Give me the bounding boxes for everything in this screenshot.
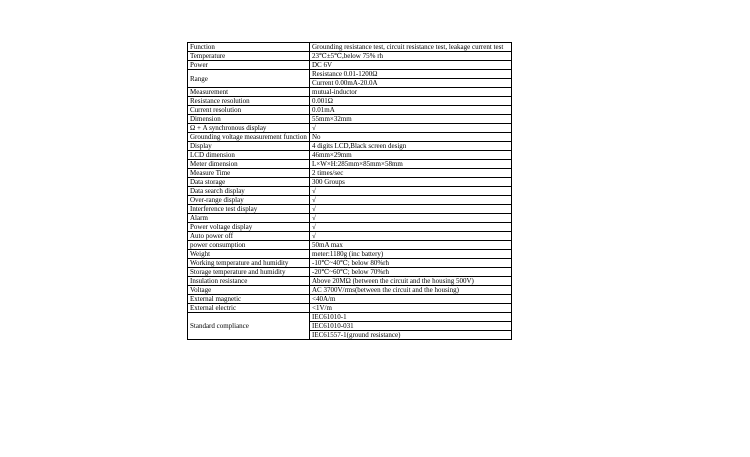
table-row: [188, 124, 512, 133]
table-row: [188, 196, 512, 205]
spec-label-cell: Temperature: [188, 52, 310, 61]
table-row: [188, 241, 512, 250]
spec-label-cell: Voltage: [188, 286, 310, 295]
spec-value-cell: √: [310, 187, 512, 196]
table-row: [188, 205, 512, 214]
spec-value-cell: <40A/m: [310, 295, 512, 304]
table-row: [188, 259, 512, 268]
spec-value-cell: -10℃~40℃; below 80%rh: [310, 259, 512, 268]
spec-label-cell: Measurement: [188, 88, 310, 97]
spec-value-cell: No: [310, 133, 512, 142]
spec-value-cell: √: [310, 232, 512, 241]
spec-value-cell: meter:1180g (inc battery): [310, 250, 512, 259]
spec-label-cell: Weight: [188, 250, 310, 259]
spec-label-cell: Working temperature and humidity: [188, 259, 310, 268]
spec-label-cell: Insulation resistance: [188, 277, 310, 286]
spec-value-cell: 0.01mA: [310, 106, 512, 115]
table-row: [188, 115, 512, 124]
spec-value-cell: 300 Groups: [310, 178, 512, 187]
spec-value-cell: DC 6V: [310, 61, 512, 70]
spec-value-cell: Above 20MΩ (between the circuit and the housing 500V): [310, 277, 512, 286]
spec-label-cell: Grounding voltage measurement function: [188, 133, 310, 142]
spec-value-cell: √: [310, 205, 512, 214]
table-row: [188, 61, 512, 70]
table-row: [188, 232, 512, 241]
spec-value-cell: 50mA max: [310, 241, 512, 250]
spec-label-cell: Current resolution: [188, 106, 310, 115]
spec-value-cell: IEC61010-031: [310, 322, 512, 331]
spec-label-cell: Measure Time: [188, 169, 310, 178]
spec-value-cell: AC 3700V/rms(between the circuit and the housing): [310, 286, 512, 295]
table-row: [188, 133, 512, 142]
spec-value-cell: L×W×H:285mm×85mm×58mm: [310, 160, 512, 169]
table-row: [188, 304, 512, 313]
spec-value-cell: √: [310, 223, 512, 232]
spec-label-cell: Meter dimension: [188, 160, 310, 169]
spec-value-cell: Resistance 0.01-1200Ω: [310, 70, 512, 79]
spec-label-cell: power consumption: [188, 241, 310, 250]
table-row: [188, 178, 512, 187]
spec-label-cell: Power voltage display: [188, 223, 310, 232]
table-row: [188, 313, 512, 322]
table-row: [188, 250, 512, 259]
table-row: [188, 43, 512, 52]
spec-value-cell: 23℃±5℃,below 75% rh: [310, 52, 512, 61]
spec-table: [187, 42, 512, 340]
table-row: [188, 151, 512, 160]
spec-value-cell: -20℃~60℃; below 70%rh: [310, 268, 512, 277]
spec-value-cell: 0.001Ω: [310, 97, 512, 106]
table-row: [188, 187, 512, 196]
table-row: [188, 268, 512, 277]
spec-value-cell: √: [310, 124, 512, 133]
spec-value-cell: Current 0.00mA-20.0A: [310, 79, 512, 88]
table-row: [188, 223, 512, 232]
spec-value-cell: mutual-inductor: [310, 88, 512, 97]
table-row: [188, 88, 512, 97]
table-row: [188, 286, 512, 295]
spec-value-cell: √: [310, 196, 512, 205]
spec-value-cell: 4 digits LCD,Black screen design: [310, 142, 512, 151]
spec-label-cell: Range: [188, 70, 310, 88]
table-row: [188, 214, 512, 223]
spec-value-cell: IEC61557-1(ground resistance): [310, 331, 512, 340]
table-row: [188, 97, 512, 106]
spec-label-cell: Over-range display: [188, 196, 310, 205]
table-row: [188, 295, 512, 304]
spec-value-cell: <1V/m: [310, 304, 512, 313]
spec-table-body: [188, 43, 512, 340]
spec-label-cell: Standard compliance: [188, 313, 310, 340]
spec-value-cell: √: [310, 214, 512, 223]
spec-label-cell: Function: [188, 43, 310, 52]
spec-value-cell: 46mm×29mm: [310, 151, 512, 160]
spec-value-cell: 55mm×32mm: [310, 115, 512, 124]
spec-label-cell: Resistance resolution: [188, 97, 310, 106]
spec-label-cell: External magnetic: [188, 295, 310, 304]
table-row: [188, 52, 512, 61]
spec-label-cell: Storage temperature and humidity: [188, 268, 310, 277]
spec-value-cell: 2 times/sec: [310, 169, 512, 178]
spec-label-cell: LCD dimension: [188, 151, 310, 160]
spec-value-cell: IEC61010-1: [310, 313, 512, 322]
spec-value-cell: Grounding resistance test, circuit resistance test, leakage current test: [310, 43, 512, 52]
spec-label-cell: Power: [188, 61, 310, 70]
table-row: [188, 106, 512, 115]
spec-label-cell: External electric: [188, 304, 310, 313]
spec-label-cell: Alarm: [188, 214, 310, 223]
spec-label-cell: Dimension: [188, 115, 310, 124]
spec-label-cell: Display: [188, 142, 310, 151]
spec-label-cell: Ω + A synchronous display: [188, 124, 310, 133]
spec-label-cell: Interference test display: [188, 205, 310, 214]
spec-label-cell: Data storage: [188, 178, 310, 187]
spec-label-cell: Data search display: [188, 187, 310, 196]
table-row: [188, 169, 512, 178]
table-row: [188, 277, 512, 286]
table-row: [188, 142, 512, 151]
spec-label-cell: Auto power off: [188, 232, 310, 241]
table-row: [188, 160, 512, 169]
table-row: [188, 70, 512, 79]
